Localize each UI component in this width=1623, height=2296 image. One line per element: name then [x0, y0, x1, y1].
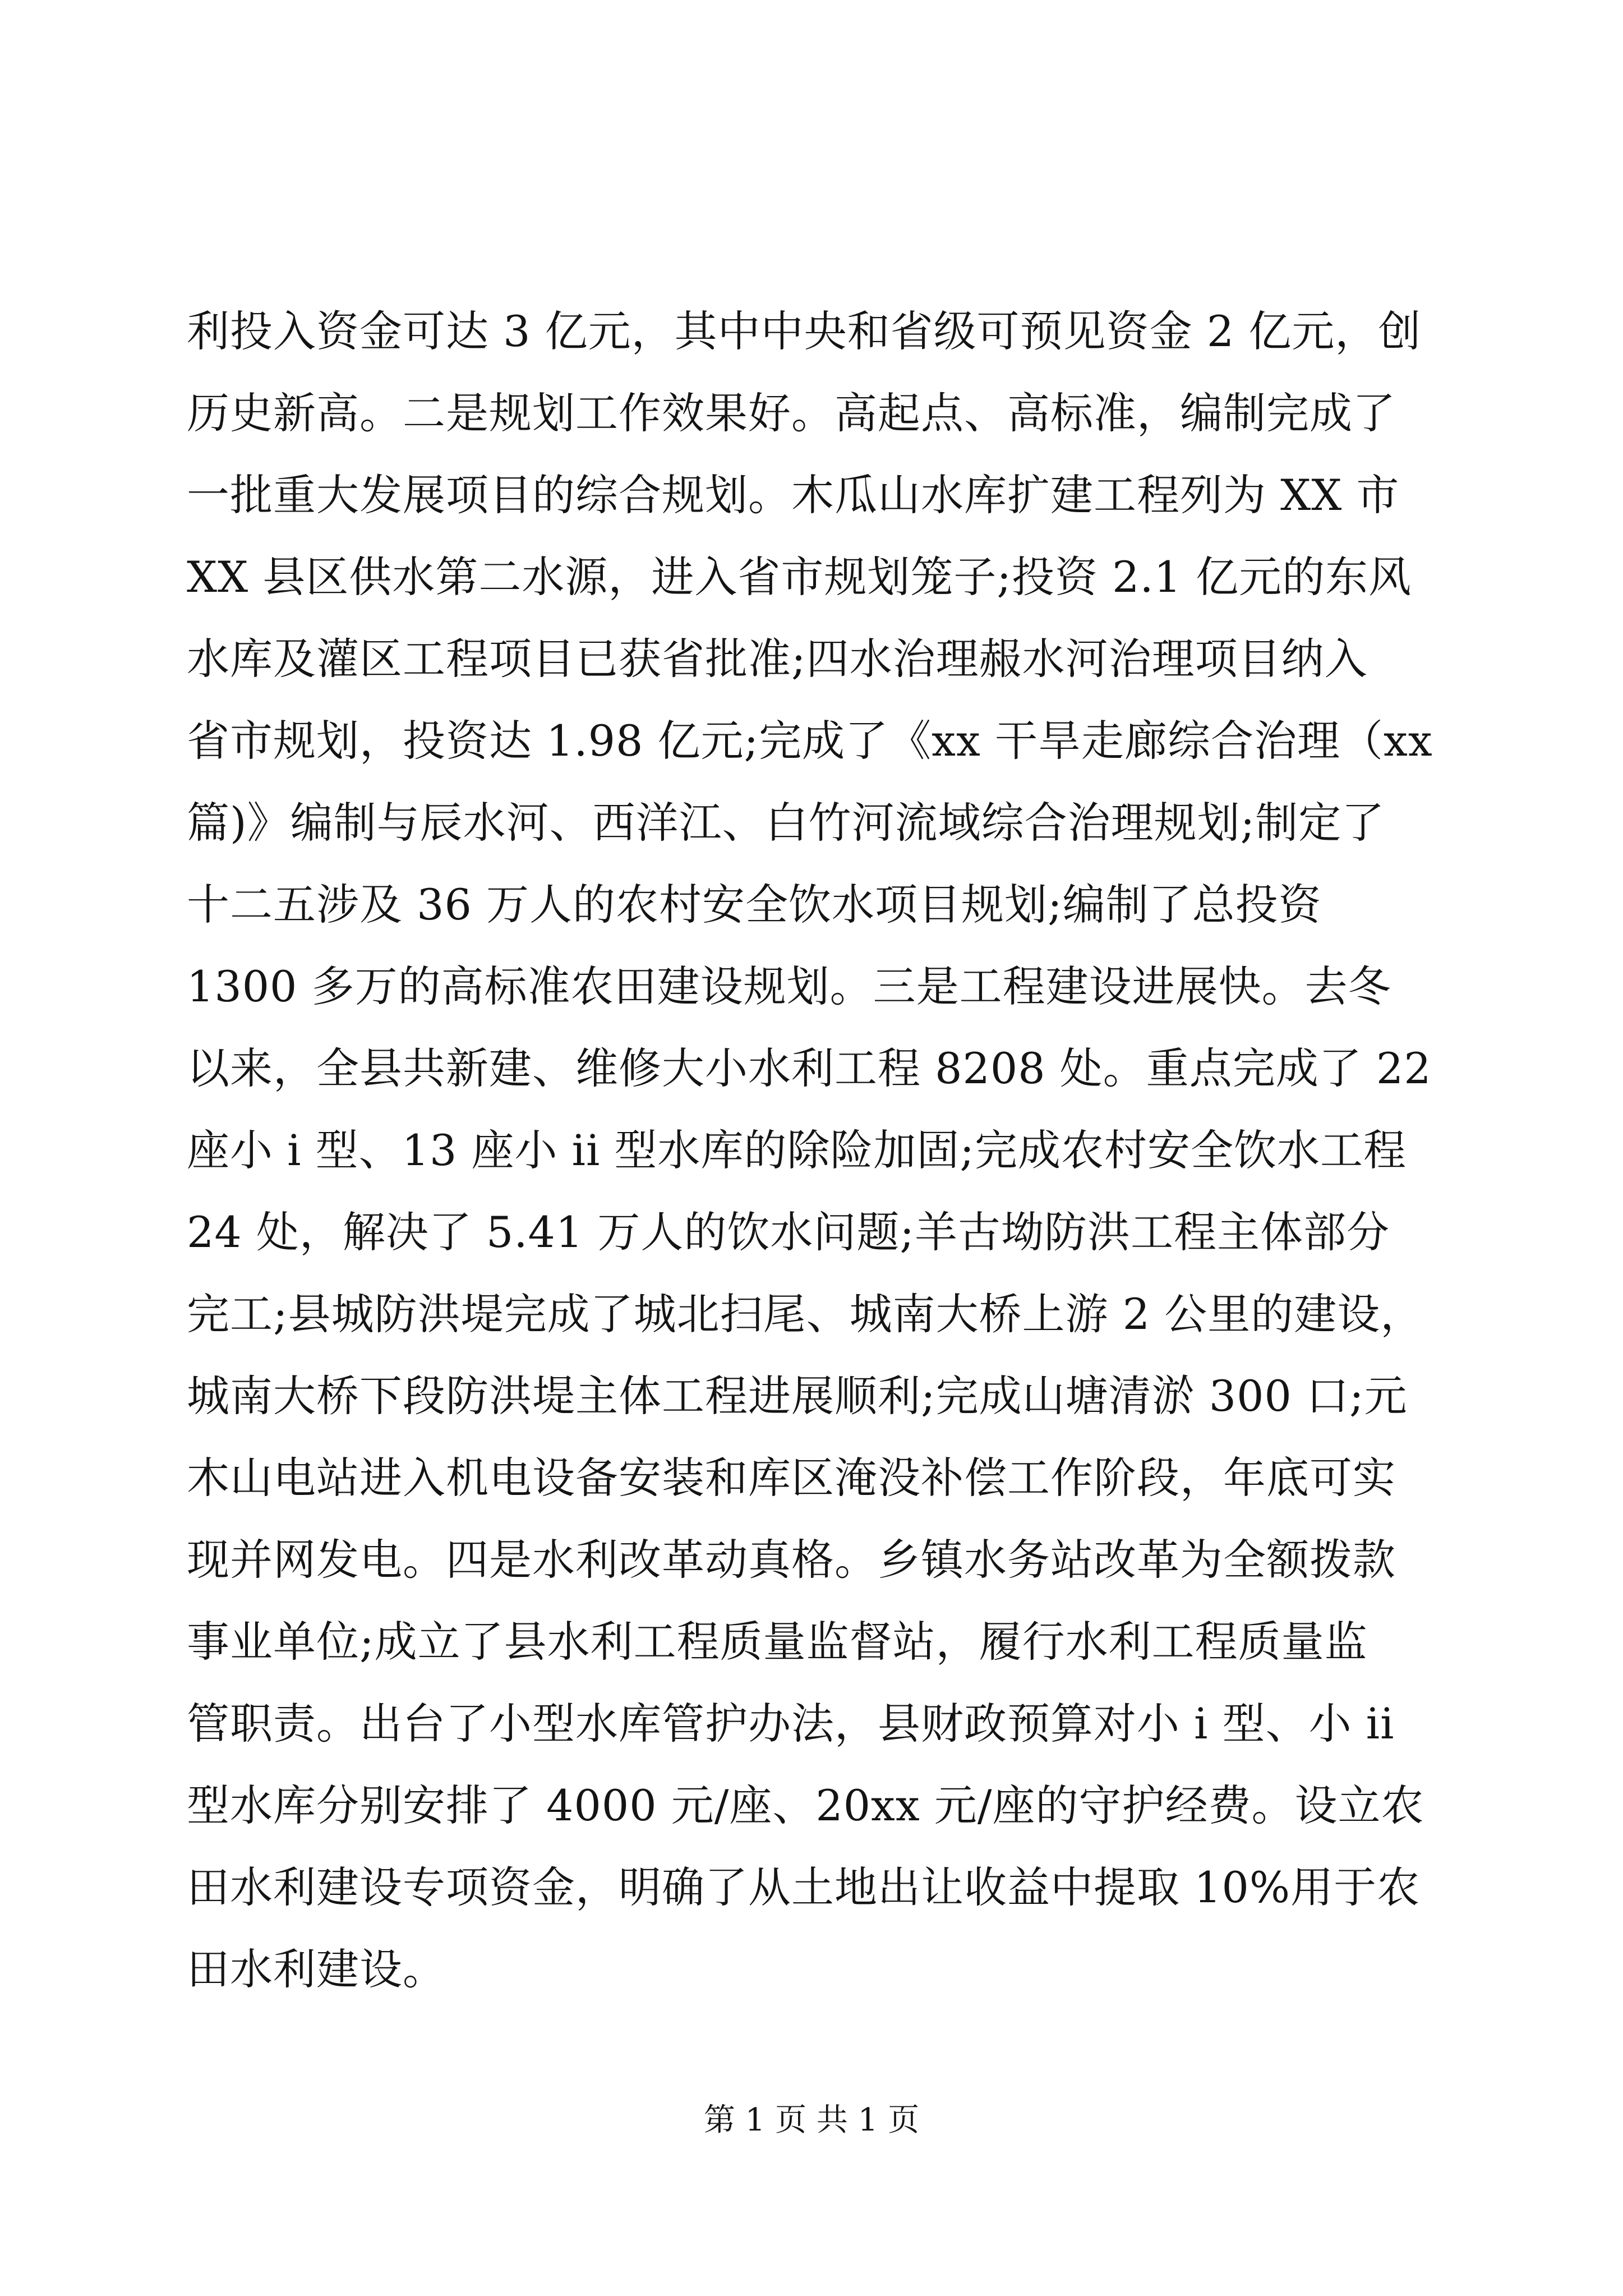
text-line: 事业单位;成立了县水利工程质量监督站，履行水利工程质量监 — [187, 1617, 1368, 1667]
text-line: 型水库分别安排了 4000 元/座、20xx 元/座的守护经费。设立农 — [187, 1780, 1424, 1830]
text-line: 历史新高。二是规划工作效果好。高起点、高标准，编制完成了 — [187, 388, 1396, 438]
text-line: 省市规划，投资达 1.98 亿元;完成了《xx 干旱走廊综合治理（xx — [187, 716, 1433, 766]
text-line: 利投入资金可达 3 亿元，其中中央和省级可预见资金 2 亿元，创 — [187, 306, 1422, 356]
text-line: 现并网发电。四是水利改革动真格。乡镇水务站改革为全额拨款 — [187, 1535, 1396, 1585]
text-line: 座小 i 型、13 座小 ii 型水库的除险加固;完成农村安全饮水工程 — [187, 1125, 1407, 1175]
text-line: 城南大桥下段防洪堤主体工程进展顺利;完成山塘清淤 300 口;元 — [187, 1371, 1408, 1421]
body-paragraph — [187, 291, 1454, 2010]
text-line: 1300 多万的高标准农田建设规划。三是工程建设进展快。去冬 — [187, 961, 1391, 1011]
page-number-footer: 第 1 页 共 1 页 — [703, 2102, 920, 2138]
text-line: 田水利建设专项资金，明确了从土地出让收益中提取 10%用于农 — [187, 1862, 1421, 1912]
text-line: 24 处，解决了 5.41 万人的饮水问题;羊古坳防洪工程主体部分 — [187, 1207, 1390, 1257]
text-line: 田水利建设。 — [187, 1944, 446, 1994]
text-line: XX 县区供水第二水源，进入省市规划笼子;投资 2.1 亿元的东风 — [187, 552, 1412, 602]
text-line: 篇)》编制与辰水河、西洋江、白竹河流域综合治理规划;制定了 — [187, 798, 1385, 848]
text-line: 一批重大发展项目的综合规划。木瓜山水库扩建工程列为 XX 市 — [187, 470, 1400, 520]
text-line: 水库及灌区工程项目已获省批准;四水治理赧水河治理项目纳入 — [187, 634, 1368, 684]
text-line: 管职责。出台了小型水库管护办法，县财政预算对小 i 型、小 ii — [187, 1699, 1395, 1749]
text-line: 十二五涉及 36 万人的农村安全饮水项目规划;编制了总投资 — [187, 880, 1322, 930]
text-line: 完工;县城防洪堤完成了城北扫尾、城南大桥上游 2 公里的建设， — [187, 1289, 1424, 1339]
text-line: 木山电站进入机电设备安装和库区淹没补偿工作阶段，年底可实 — [187, 1453, 1396, 1503]
text-line: 以来，全县共新建、维修大小水利工程 8208 处。重点完成了 22 — [187, 1043, 1432, 1093]
